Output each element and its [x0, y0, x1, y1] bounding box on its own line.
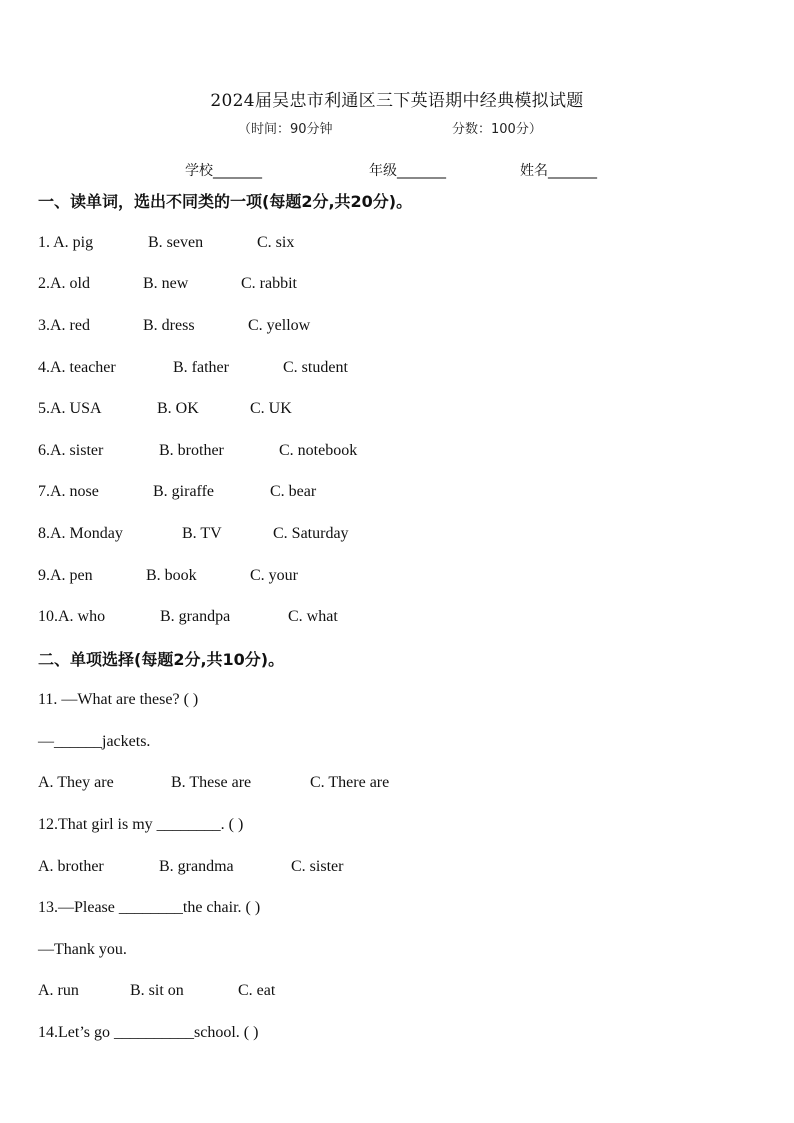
- option-b: B. father: [173, 359, 229, 376]
- question-14-stem: 14.Let’s go __________school. ( ): [38, 1024, 259, 1041]
- exam-time: （时间：90分钟: [238, 122, 333, 137]
- section-2-heading: 二、单项选择(每题2分,共10分)。: [38, 650, 285, 669]
- option-a: A. run: [38, 982, 79, 999]
- option-c: C. six: [257, 234, 295, 251]
- option-b: B. brother: [159, 442, 224, 459]
- option-b: B. giraffe: [153, 483, 215, 500]
- option-c: C. UK: [250, 400, 292, 417]
- question-12-stem: 12.That girl is my ________. ( ): [38, 816, 244, 833]
- question-number-option-a: 2.A. old: [38, 275, 90, 292]
- question-11-stem: 11. —What are these? ( ): [38, 691, 199, 708]
- school-field: 学校_______: [185, 163, 262, 179]
- option-b: B. These are: [171, 774, 252, 791]
- option-c: C. bear: [270, 483, 317, 500]
- option-c: C. sister: [291, 858, 344, 875]
- question-11-reply: —______jackets.: [38, 733, 151, 750]
- question-number-option-a: 1. A. pig: [38, 234, 94, 251]
- question-13-stem: 13.—Please ________the chair. ( ): [38, 899, 261, 916]
- option-c: C. your: [250, 567, 298, 584]
- question-number-option-a: 10.A. who: [38, 608, 106, 625]
- option-a: A. brother: [38, 858, 104, 875]
- option-c: C. yellow: [248, 317, 311, 334]
- option-a: A. They are: [38, 774, 114, 791]
- page-title: 2024届吴忠市利通区三下英语期中经典模拟试题: [210, 91, 584, 111]
- option-c: C. student: [283, 359, 348, 376]
- question-number-option-a: 8.A. Monday: [38, 525, 123, 542]
- question-13-reply: —Thank you.: [38, 941, 127, 958]
- option-b: B. dress: [143, 317, 195, 334]
- option-b: B. grandpa: [160, 608, 231, 625]
- exam-score: 分数：100分）: [452, 122, 542, 137]
- question-number-option-a: 5.A. USA: [38, 400, 102, 417]
- question-number-option-a: 6.A. sister: [38, 442, 104, 459]
- name-field: 姓名_______: [520, 163, 597, 179]
- grade-field: 年级_______: [369, 163, 446, 179]
- option-b: B. TV: [182, 525, 222, 542]
- option-b: B. seven: [148, 234, 204, 251]
- option-c: C. Saturday: [273, 525, 349, 542]
- option-b: B. sit on: [130, 982, 184, 999]
- question-number-option-a: 3.A. red: [38, 317, 90, 334]
- option-c: C. what: [288, 608, 338, 625]
- option-b: B. book: [146, 567, 197, 584]
- option-c: C. There are: [310, 774, 390, 791]
- option-c: C. rabbit: [241, 275, 297, 292]
- option-b: B. OK: [157, 400, 199, 417]
- section-1-heading: 一、读单词，选出不同类的一项(每题2分,共20分)。: [38, 192, 413, 211]
- option-c: C. notebook: [279, 442, 358, 459]
- option-b: B. new: [143, 275, 189, 292]
- question-number-option-a: 4.A. teacher: [38, 359, 116, 376]
- question-number-option-a: 7.A. nose: [38, 483, 99, 500]
- option-c: C. eat: [238, 982, 276, 999]
- option-b: B. grandma: [159, 858, 234, 875]
- question-number-option-a: 9.A. pen: [38, 567, 93, 584]
